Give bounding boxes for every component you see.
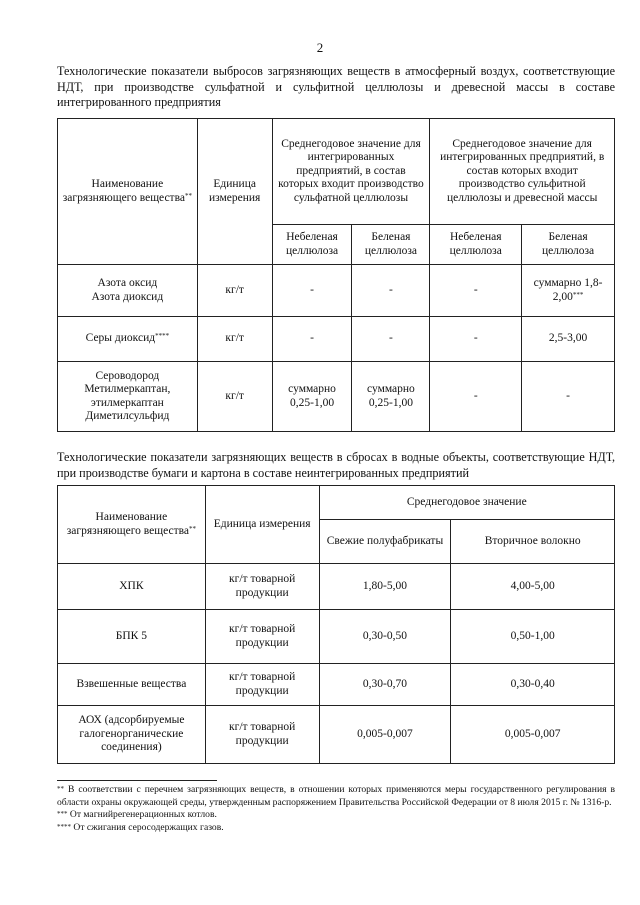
pollutant-name: АОХ (адсорбируемые галогенорганические соединения)	[58, 706, 206, 764]
subheader: Свежие полуфабрикаты	[319, 520, 451, 564]
table-row	[58, 317, 615, 362]
table-row	[58, 564, 615, 610]
value-cell: суммарно 0,25-1,00	[272, 362, 352, 432]
unit-cell: кг/т товарной продукции	[205, 664, 319, 706]
unit-cell: кг/т товарной продукции	[205, 706, 319, 764]
value-cell: -	[352, 265, 430, 317]
value-cell: суммарно 0,25-1,00	[352, 362, 430, 432]
subheader: Вторичное волокно	[451, 520, 615, 564]
value-cell: -	[352, 317, 430, 362]
value-cell: 0,30-0,70	[319, 664, 451, 706]
value-cell: 2,5-3,00	[522, 317, 615, 362]
value-cell: -	[272, 265, 352, 317]
unit-cell: кг/т товарной продукции	[205, 564, 319, 610]
pollutant-name: Взвешенные вещества	[58, 664, 206, 706]
unit-cell: кг/т	[197, 362, 272, 432]
discharges-water-table	[57, 485, 615, 764]
unit-cell: кг/т товарной продукции	[205, 610, 319, 664]
footnotes	[57, 784, 615, 834]
header-group-sulfate: Среднегодовое значение для интегрированных предприятий, в состав которых входит производство сульфатной целлюлозы	[272, 119, 430, 225]
header-group-sulfite: Среднегодовое значение для интегрированных предприятий, в состав которых входит производство сульфитной целлюлозы и древесной массы	[430, 119, 615, 225]
table-row	[58, 706, 615, 764]
value-cell: 0,30-0,50	[319, 610, 451, 664]
value-cell: 0,50-1,00	[451, 610, 615, 664]
pollutant-name: Сероводород Метилмеркаптан, этилмеркаптан Диметилсульфид	[58, 362, 198, 432]
table-row	[58, 664, 615, 706]
value-cell: 4,00-5,00	[451, 564, 615, 610]
table-row	[58, 362, 615, 432]
header-name: Наименование загрязняющего вещества**	[58, 119, 198, 265]
pollutant-name: БПК 5	[58, 610, 206, 664]
value-cell: 0,30-0,40	[451, 664, 615, 706]
header-group-annual: Среднегодовое значение	[319, 486, 614, 520]
value-cell: -	[430, 362, 522, 432]
pollutant-name: Азота оксид Азота диоксид	[58, 265, 198, 317]
subheader: Небеленая целлюлоза	[272, 225, 352, 265]
emissions-air-table	[57, 118, 615, 432]
value-cell: суммарно 1,8-2,00***	[522, 265, 615, 317]
value-cell: 0,005-0,007	[451, 706, 615, 764]
pollutant-name: Серы диоксид****	[58, 317, 198, 362]
value-cell: -	[430, 317, 522, 362]
table2-caption: Технологические показатели загрязняющих веществ в сбросах в водные объекты, соответствующие НДТ, при производстве бумаги и картона в составе неинтегрированных предприятий	[57, 450, 615, 480]
value-cell: 0,005-0,007	[319, 706, 451, 764]
table1-caption: Технологические показатели выбросов загрязняющих веществ в атмосферный воздух, соответствующие НДТ, при производстве сульфатной и сульфитной целлюлозы и древесной массы в составе интегрированного предприятия	[57, 64, 615, 109]
subheader: Беленая целлюлоза	[522, 225, 615, 265]
header-name: Наименование загрязняющего вещества**	[58, 486, 206, 564]
value-cell: -	[522, 362, 615, 432]
footnote: *** От магнийрегенерационных котлов.	[57, 809, 217, 820]
footnote: **** От сжигания серосодержащих газов.	[57, 821, 224, 833]
subheader: Беленая целлюлоза	[352, 225, 430, 265]
value-cell: 1,80-5,00	[319, 564, 451, 610]
unit-cell: кг/т	[197, 317, 272, 362]
value-cell: -	[430, 265, 522, 317]
unit-cell: кг/т	[197, 265, 272, 317]
pollutant-name: ХПК	[58, 564, 206, 610]
subheader: Небеленая целлюлоза	[430, 225, 522, 265]
page-number: 2	[316, 40, 324, 55]
footnote: ** В соответствии с перечнем загрязняющих веществ, в отношении которых применяются меры государственного регулирования в области охраны окружающей среды, утвержденным распоряжением Правительства Российской Федерации от 8 июля 2015 г. № 1316-р.	[57, 784, 615, 808]
header-unit: Единица измерения	[205, 486, 319, 564]
footnote-divider	[57, 780, 217, 781]
table-row	[58, 265, 615, 317]
header-unit: Единица измерения	[197, 119, 272, 265]
table-row	[58, 610, 615, 664]
value-cell: -	[272, 317, 352, 362]
